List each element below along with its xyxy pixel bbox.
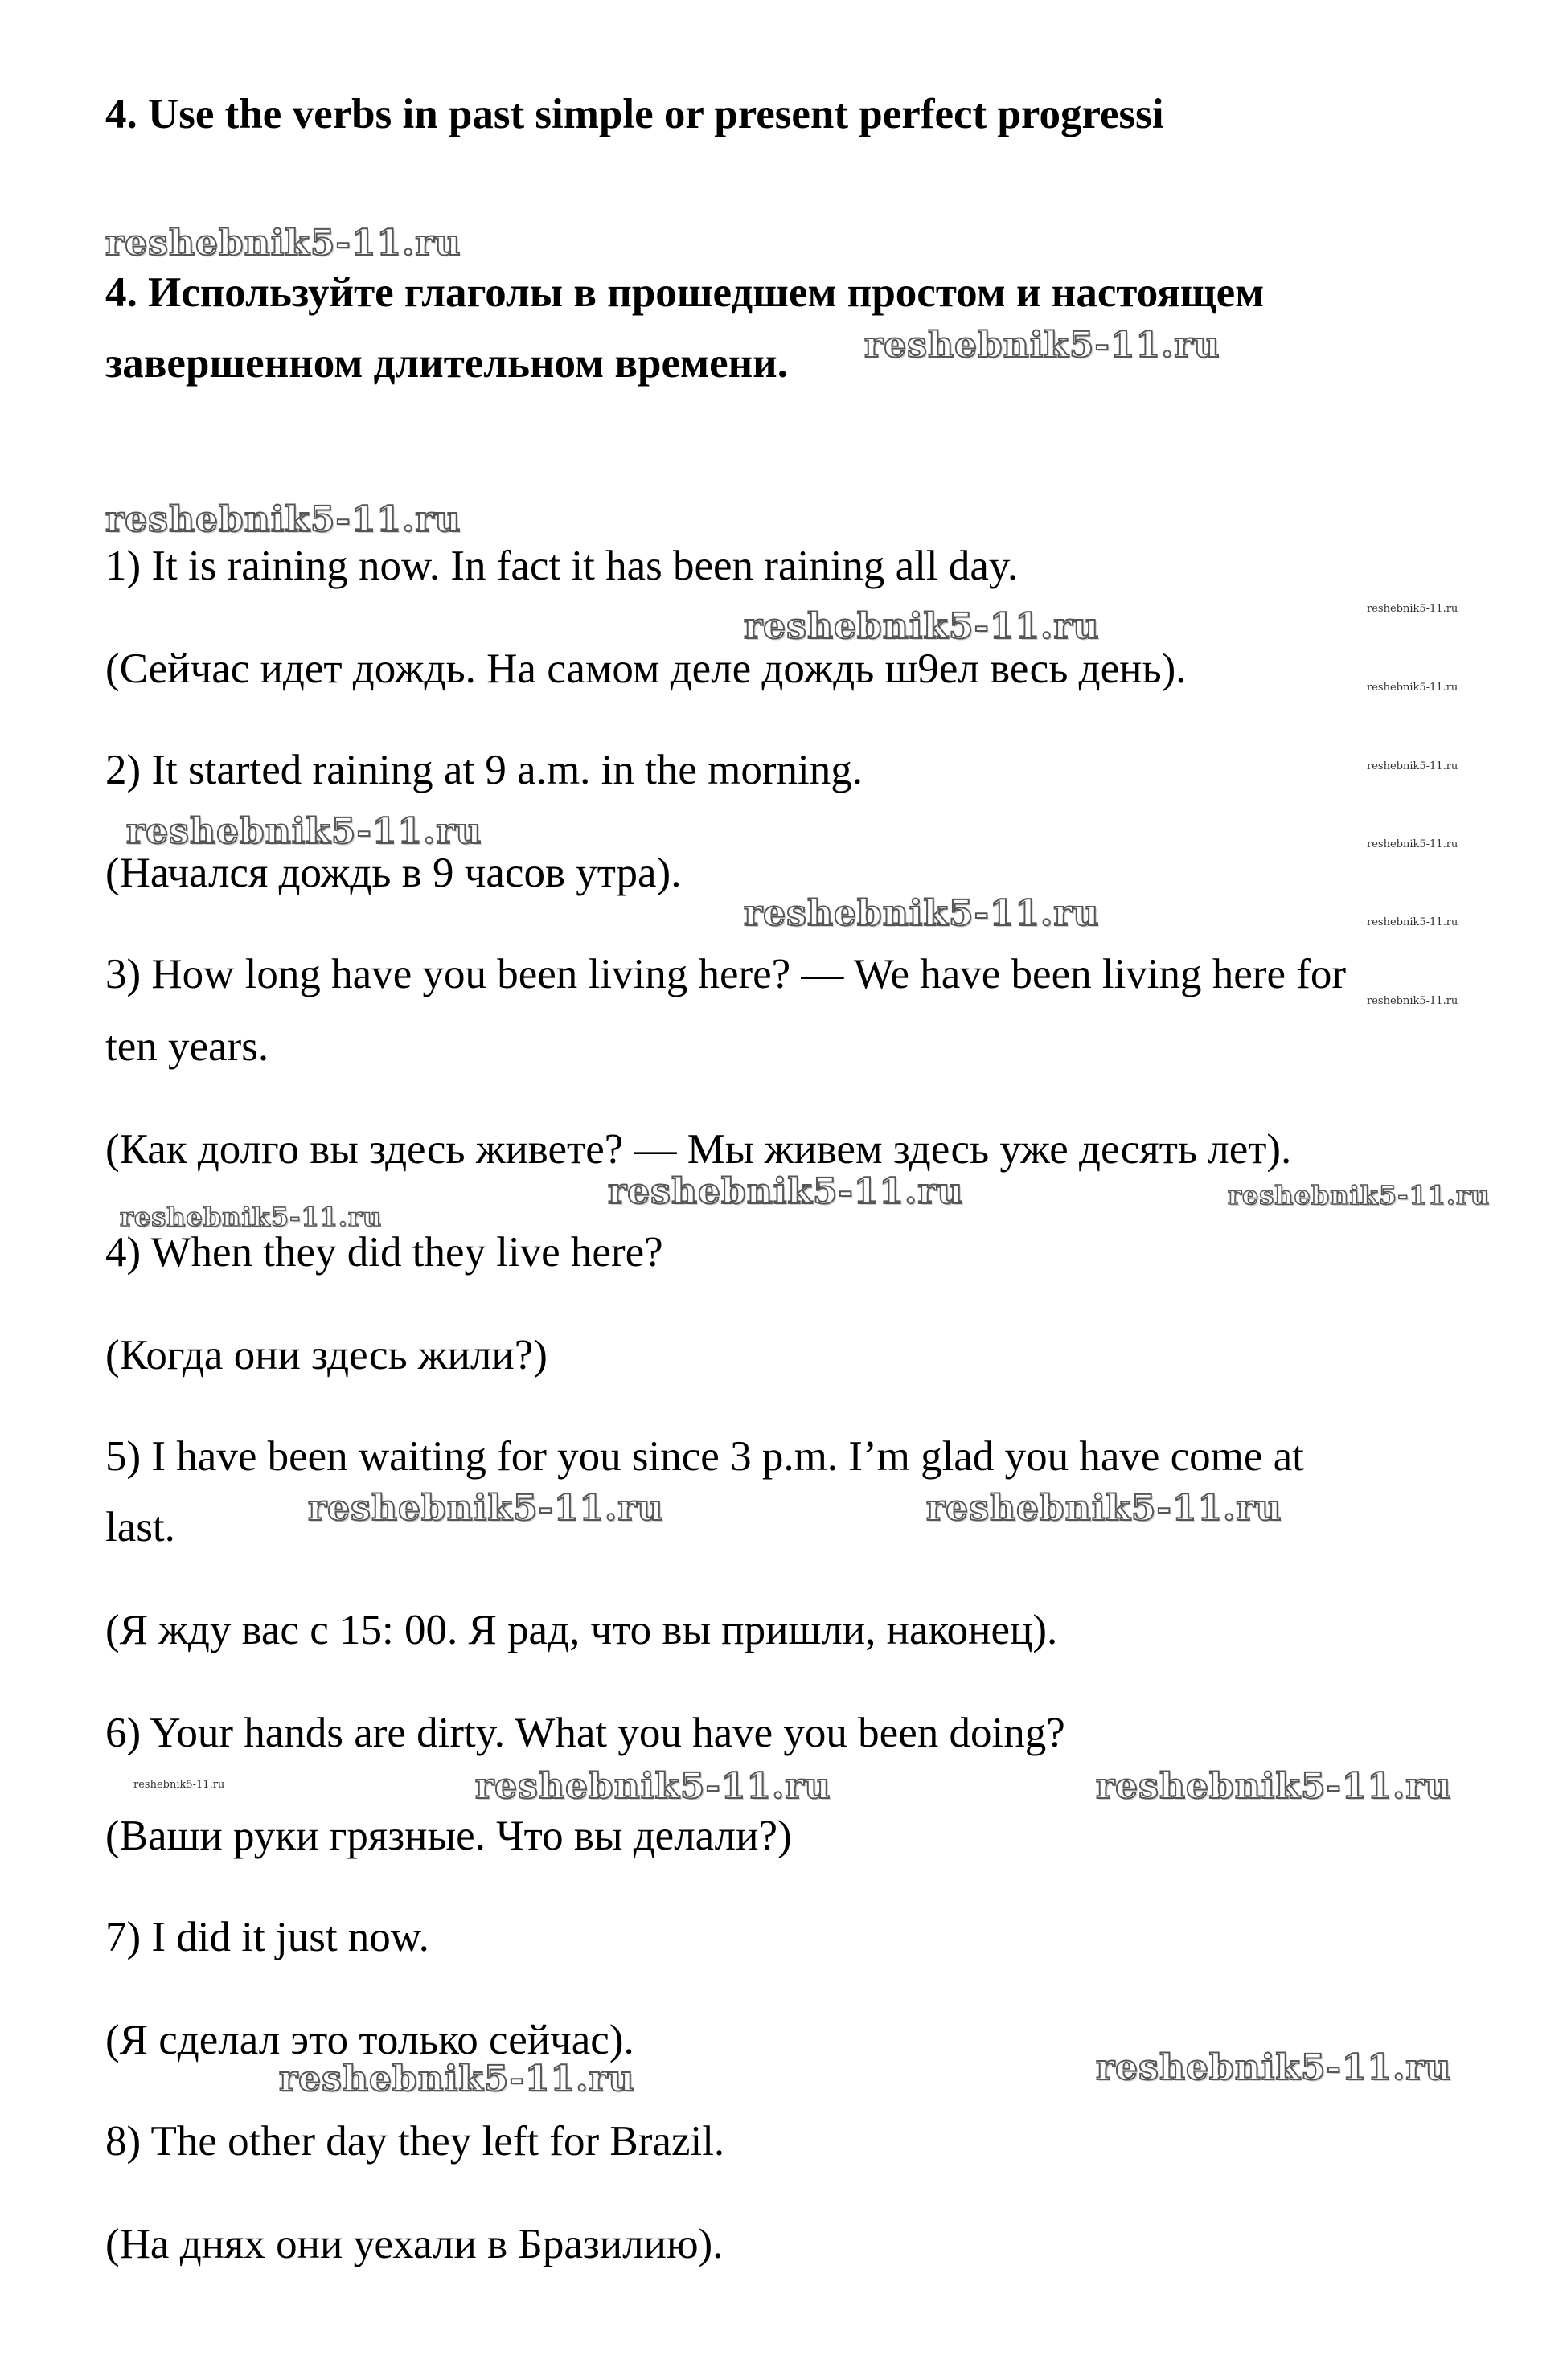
watermark: reshebnik5-11.ru <box>1367 838 1458 850</box>
watermark: reshebnik5-11.ru <box>475 1766 831 1807</box>
item-5-english-line-2: last. <box>105 1504 175 1550</box>
item-3-russian: (Как долго вы здесь живете? — Мы живем здесь уже десять лет). <box>105 1126 1292 1173</box>
watermark: reshebnik5-11.ru <box>744 893 1100 934</box>
item-3-english-line-2: ten years. <box>105 1023 269 1070</box>
item-5-english-line-1: 5) I have been waiting for you since 3 p.m. I’m glad you have come at <box>105 1433 1304 1480</box>
item-2-russian: (Начался дождь в 9 часов утра). <box>105 850 682 896</box>
watermark: reshebnik5-11.ru <box>1367 760 1458 772</box>
item-2-english: 2) It started raining at 9 a.m. in the morning. <box>105 747 863 793</box>
item-8-english: 8) The other day they left for Brazil. <box>105 2118 725 2165</box>
watermark: reshebnik5-11.ru <box>308 1488 664 1529</box>
item-1-russian: (Сейчас идет дождь. На самом деле дождь ш9ел весь день). <box>105 645 1187 692</box>
item-8-russian: (На днях они уехали в Бразилию). <box>105 2221 724 2267</box>
item-7-russian: (Я сделал это только сейчас). <box>105 2017 634 2063</box>
watermark: reshebnik5-11.ru <box>1096 1766 1452 1807</box>
watermark: reshebnik5-11.ru <box>279 2058 635 2099</box>
watermark: reshebnik5-11.ru <box>1367 682 1458 694</box>
watermark: reshebnik5-11.ru <box>1367 603 1458 615</box>
watermark: reshebnik5-11.ru <box>926 1488 1282 1529</box>
watermark: reshebnik5-11.ru <box>1228 1180 1491 1210</box>
watermark: reshebnik5-11.ru <box>1367 995 1458 1007</box>
watermark: reshebnik5-11.ru <box>608 1171 964 1212</box>
watermark: reshebnik5-11.ru <box>744 606 1100 647</box>
heading-russian-line-1: 4. Используйте глаголы в прошедшем простом и настоящем <box>105 269 1265 316</box>
item-3-english-line-1: 3) How long have you been living here? — We have been living here for <box>105 951 1347 997</box>
item-5-russian: (Я жду вас с 15: 00. Я рад, что вы пришли, наконец). <box>105 1607 1058 1653</box>
watermark: reshebnik5-11.ru <box>120 1202 383 1232</box>
heading-russian-line-2: завершенном длительном времени. <box>105 340 788 387</box>
item-6-english: 6) Your hands are dirty. What you have you been doing? <box>105 1710 1065 1756</box>
watermark: reshebnik5-11.ru <box>133 1779 225 1791</box>
item-6-russian: (Ваши руки грязные. Что вы делали?) <box>105 1813 792 1859</box>
watermark: reshebnik5-11.ru <box>126 811 482 852</box>
watermark: reshebnik5-11.ru <box>1367 916 1458 928</box>
item-7-english: 7) I did it just now. <box>105 1914 429 1960</box>
item-1-english: 1) It is raining now. In fact it has been raining all day. <box>105 543 1019 589</box>
watermark: reshebnik5-11.ru <box>105 499 461 540</box>
item-4-english: 4) When they did they live here? <box>105 1229 663 1276</box>
watermark: reshebnik5-11.ru <box>864 325 1220 366</box>
watermark: reshebnik5-11.ru <box>1096 2047 1452 2088</box>
heading-english: 4. Use the verbs in past simple or present perfect progressi <box>105 91 1164 137</box>
item-4-russian: (Когда они здесь жили?) <box>105 1332 548 1378</box>
watermark: reshebnik5-11.ru <box>105 223 461 264</box>
